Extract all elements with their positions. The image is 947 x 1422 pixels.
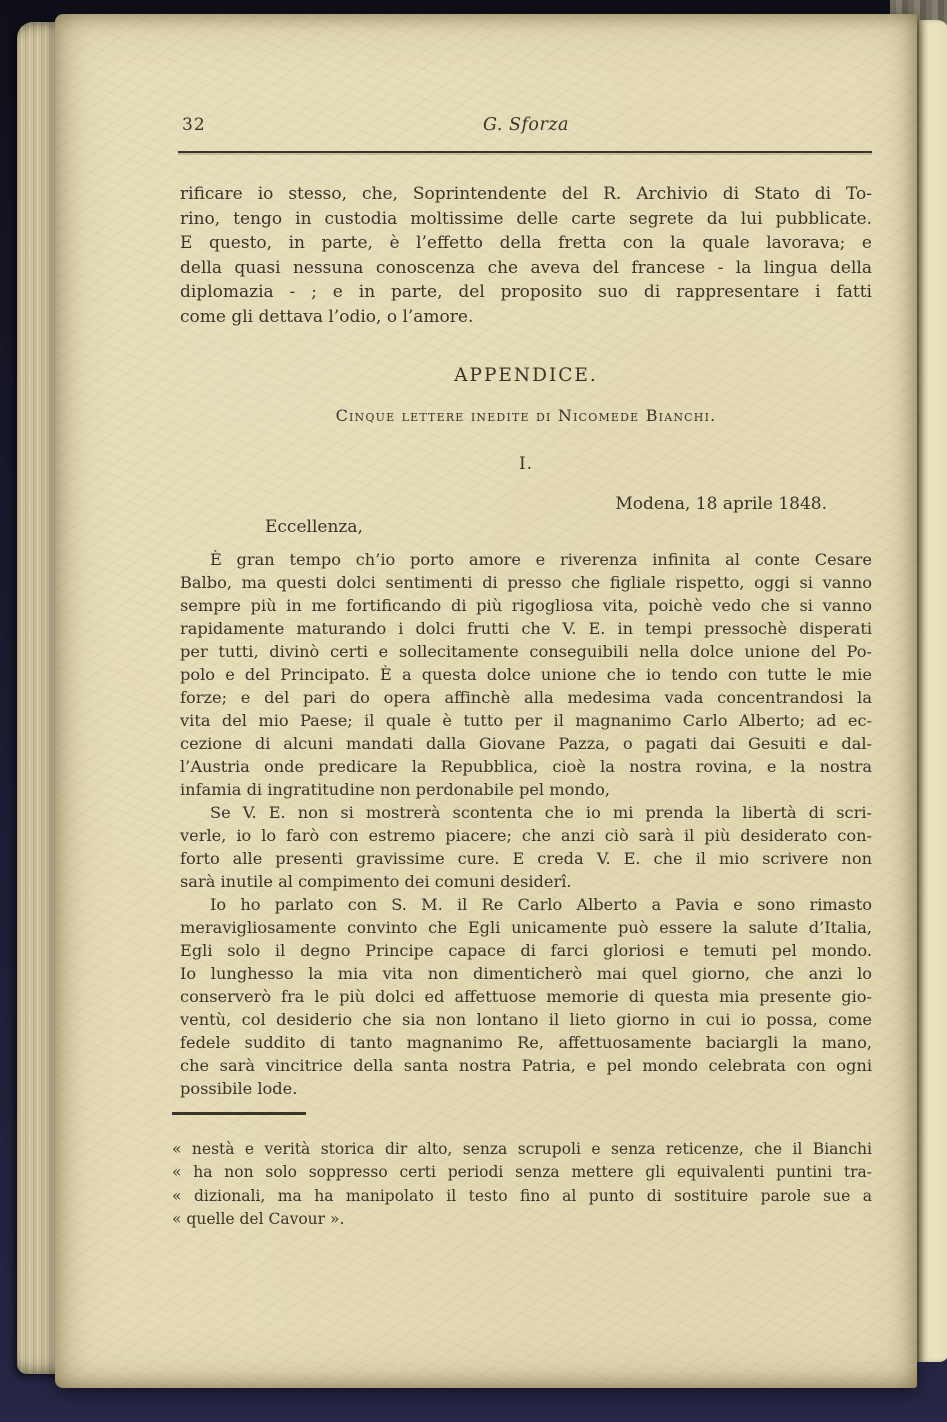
text-line: « dizionali, ma ha manipolato il testo fino al punto di sostituire parole sue a [172, 1186, 872, 1205]
letter-dateline: Modena, 18 aprile 1848. [615, 494, 827, 514]
footnote-rule [172, 1112, 306, 1115]
section-numeral: I. [518, 454, 534, 474]
text-line: per tutti, divinò certi e sollecitamente conseguibili nella dolce unione del Po- [180, 642, 872, 661]
header-rule [178, 151, 872, 153]
text-line: Balbo, ma questi dolci sentimenti di presso che figliale rispetto, oggi si vanno [180, 573, 872, 592]
text-line: possibile lode. [180, 1079, 298, 1098]
page-number: 32 [182, 115, 206, 135]
text-line: verle, io lo farò con estremo piacere; che anzi ciò sarà il più desiderato con- [180, 826, 872, 845]
page-content [172, 14, 872, 1388]
text-line: Io lunghesso la mia vita non dimenticherò mai quel giorno, che anzi lo [180, 964, 872, 983]
appendix-subtitle: Cinque lettere inedite di Nicomede Bianchi. [335, 406, 717, 425]
text-line: della quasi nessuna conoscenza che aveva del francese - la lingua della [180, 257, 872, 278]
letter-paragraph-3 [180, 893, 872, 1100]
text-line: come gli dettava l’odio, o l’amore. [180, 306, 474, 327]
running-header: G. Sforza [482, 115, 569, 135]
text-line: cezione di alcuni mandati dalla Giovane Pazza, o pagati dai Gesuiti e dal- [180, 734, 872, 753]
footnote [172, 1138, 872, 1231]
letter-paragraph-2 [180, 801, 872, 893]
text-line: meravigliosamente convinto che Egli unicamente può essere la salute d’Italia, [180, 918, 872, 937]
text-line: infamia di ingratitudine non perdonabile pel mondo, [180, 780, 610, 799]
text-line: fedele suddito di tanto magnanimo Re, affettuosamente baciargli la mano, [180, 1033, 872, 1052]
text-line: « quelle del Cavour ». [172, 1209, 345, 1228]
letter-paragraph-1 [180, 548, 872, 801]
text-line: vita del mio Paese; il quale è tutto per il magnanimo Carlo Alberto; ad ec- [180, 711, 872, 730]
adjacent-page-edge [917, 20, 947, 1362]
appendix-title: APPENDICE. [454, 365, 598, 386]
text-line: diplomazia - ; e in parte, del proposito suo di rappresentare i fatti [180, 282, 872, 302]
text-line: E questo, in parte, è l’effetto della fretta con la quale lavorava; e [180, 233, 872, 253]
text-line: Se V. E. non si mostrerà scontenta che io mi prenda la libertà di scri- [210, 803, 872, 822]
text-line: sempre più in me fortificando di più rigogliosa vita, poichè vedo che si vanno [180, 596, 872, 615]
text-line: Egli solo il degno Principe capace di farci gloriosi e temuti pel mondo. [180, 941, 872, 960]
text-line: forze; e del pari do opera affinchè alla medesima vada concentrandosi la [180, 688, 872, 707]
text-line: conserverò fra le più dolci ed affettuose memorie di questa mia presente gio- [180, 987, 872, 1006]
text-line: rificare io stesso, che, Soprintendente del R. Archivio di Stato di To- [180, 184, 872, 204]
text-line: rino, tengo in custodia moltissime delle carte segrete da lui pubblicate. [180, 208, 872, 229]
text-line: ventù, col desiderio che sia non lontano il lieto giorno in cui io possa, come [180, 1010, 872, 1029]
text-line: forto alle presenti gravissime cure. E creda V. E. che il mio scrivere non [180, 849, 872, 868]
text-line: polo e del Principato. È a questa dolce unione che io tendo con tutte le mie [180, 665, 872, 684]
text-line: Io ho parlato con S. M. il Re Carlo Alberto a Pavia e sono rimasto [210, 895, 872, 914]
text-line: « ha non solo soppresso certi periodi senza mettere gli equivalenti puntini tra- [172, 1163, 872, 1182]
book-page [55, 14, 917, 1388]
letter-salutation: Eccellenza, [265, 517, 363, 537]
text-line: rapidamente maturando i dolci frutti che V. E. in tempi pressochè disperati [180, 619, 872, 638]
text-line: l’Austria onde predicare la Repubblica, cioè la nostra rovina, e la nostra [180, 757, 872, 776]
text-line: È gran tempo ch’io porto amore e riverenza infinita al conte Cesare [210, 550, 872, 569]
text-line: che sarà vincitrice della santa nostra Patria, e pel mondo celebrata con ogni [180, 1056, 872, 1075]
text-line: sarà inutile al compimento dei comuni desiderî. [180, 872, 572, 891]
page-header [180, 115, 872, 141]
intro-paragraph [180, 182, 872, 329]
text-line: « nestà e verità storica dir alto, senza scrupoli e senza reticenze, che il Bianchi [172, 1140, 872, 1158]
